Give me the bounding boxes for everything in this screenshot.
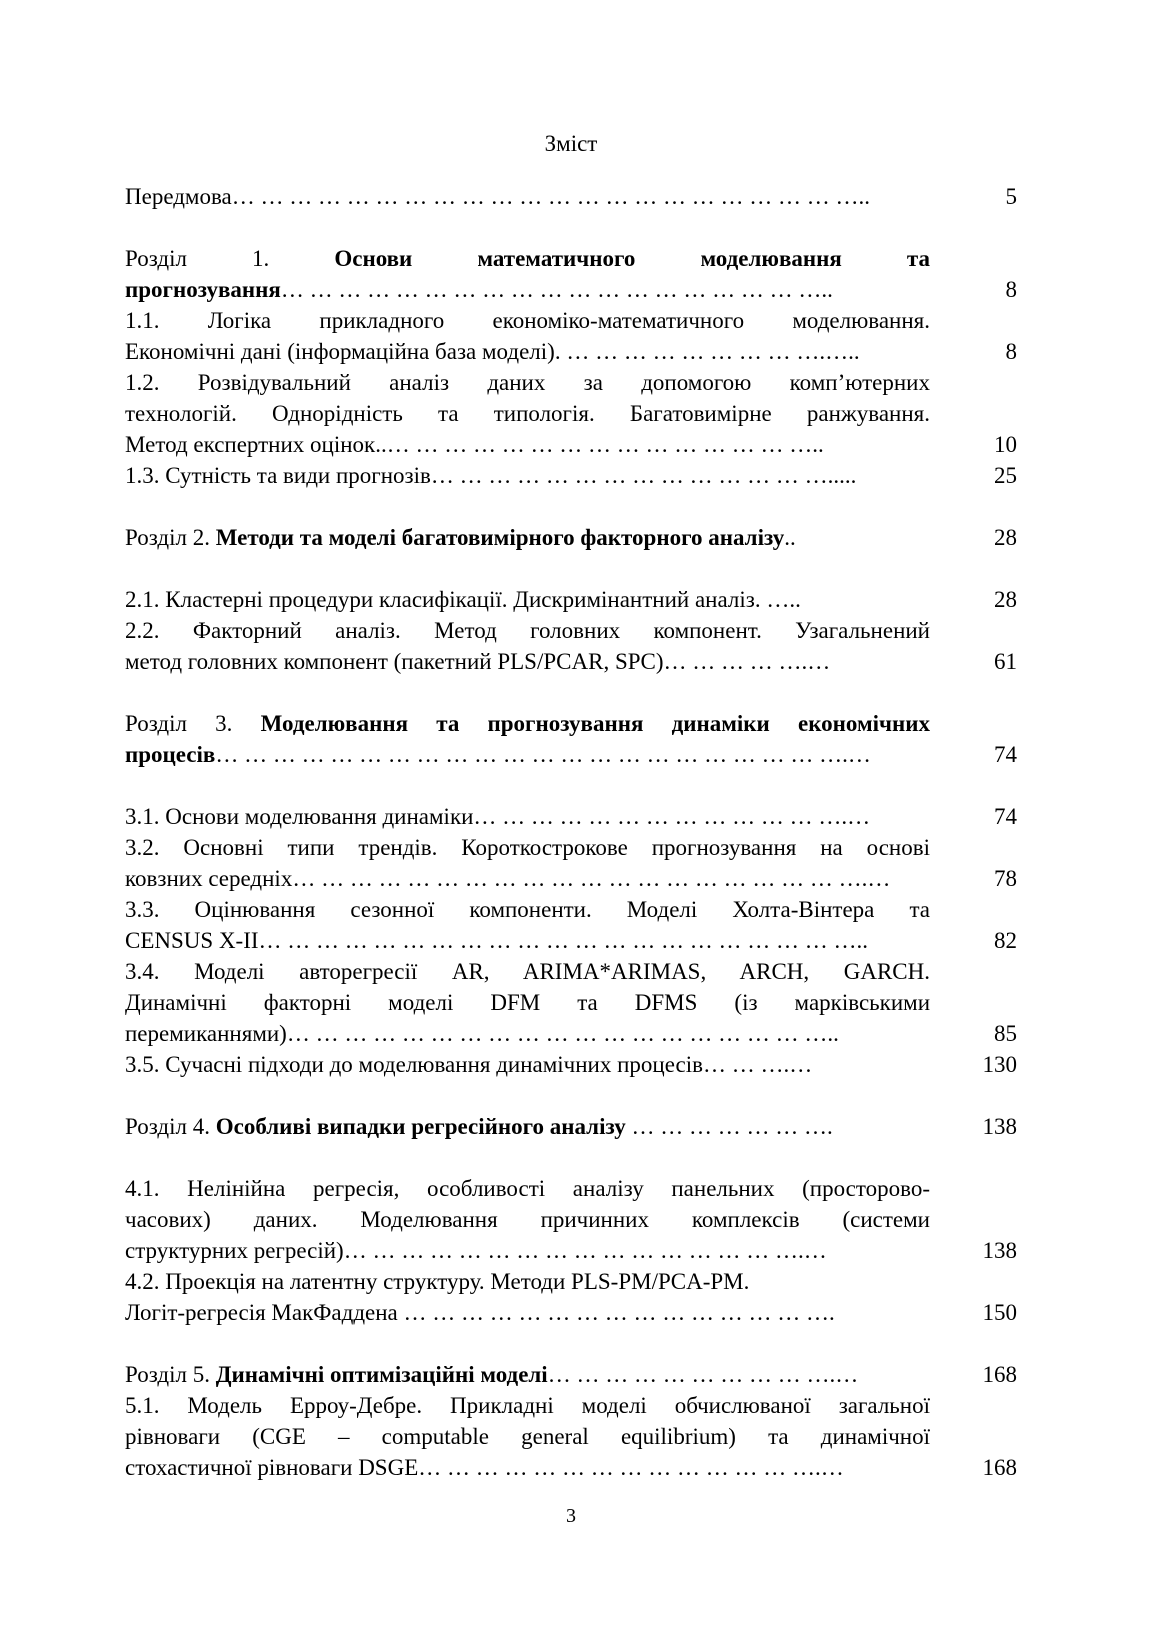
toc-entry-line xyxy=(125,305,930,336)
toc-entry-line xyxy=(125,615,930,646)
toc-entry-text-segment: 4.2. Проекція на латентну структуру. Методи PLS-PM/PCA-PM. xyxy=(125,1269,750,1294)
toc-entry-line xyxy=(125,398,930,429)
toc-entry-text-segment: технологій. Однорідність та типологія. Багатовимірне ранжування. xyxy=(125,401,930,426)
toc-entry-text xyxy=(125,708,930,770)
toc-entry-page-number: 5 xyxy=(1005,184,1017,209)
toc-entry xyxy=(125,801,1017,832)
toc-entry-text xyxy=(125,181,930,212)
toc-entry-chapter-title: Моделювання та прогнозування динаміки економічних xyxy=(260,711,930,736)
toc-entry-page-number: 8 xyxy=(1005,277,1017,302)
toc-entry-text xyxy=(125,1390,930,1483)
toc-entry-text xyxy=(125,305,930,367)
toc-entry-page-number: 78 xyxy=(994,866,1017,891)
toc-entry-text-segment: ковзних середніх… … … … … … … … … … … … … … … … … … … ….… xyxy=(125,866,891,891)
toc-entry-line xyxy=(125,336,930,367)
toc-entry-page-number: 168 xyxy=(982,1455,1017,1480)
toc-entry xyxy=(125,181,1017,212)
toc-entry xyxy=(125,584,1017,615)
toc-entry-line xyxy=(125,1204,930,1235)
toc-entry-page-number: 138 xyxy=(982,1238,1017,1263)
toc-entry-text-segment: … … … … … … … … … … … … … … … … … … … … … ….… xyxy=(215,742,871,767)
toc-entry-page-number: 74 xyxy=(994,742,1017,767)
toc-entry xyxy=(125,1359,1017,1390)
toc-entry-line xyxy=(125,522,930,553)
toc-entry-chapter-title: Основи математичного моделювання та xyxy=(334,246,930,271)
toc-entry-text-segment: метод головних компонент (пакетний PLS/PCAR, SPC)… … … … ….… xyxy=(125,649,831,674)
footer-page-number: 3 xyxy=(566,1505,576,1527)
toc-entry-text xyxy=(125,460,930,491)
toc-entry-chapter-title: прогнозування xyxy=(125,277,281,302)
toc-entry-line xyxy=(125,801,930,832)
toc-entry-text-segment: перемиканнями)… … … … … … … … … … … … … … … … … … ….. xyxy=(125,1021,839,1046)
toc-entry-text-segment: CENSUS X-II… … … … … … … … … … … … … … … … … … … … ….. xyxy=(125,928,869,953)
toc-entry-line xyxy=(125,429,930,460)
toc-entry-page-number: 25 xyxy=(994,463,1017,488)
toc-entry-line xyxy=(125,274,930,305)
toc-entry-text xyxy=(125,832,930,894)
toc-entry-text-segment: 3.2. Основні типи трендів. Короткострокове прогнозування на основі xyxy=(125,835,930,860)
toc-entry xyxy=(125,956,1017,1049)
toc-entry xyxy=(125,1111,1017,1142)
toc-entry-text-segment: Розділ 2. xyxy=(125,525,216,550)
toc-entry-chapter-title: процесів xyxy=(125,742,216,767)
toc-entry-text-segment: Розділ 1. xyxy=(125,246,335,271)
toc-entry-line xyxy=(125,1390,930,1421)
toc-entry xyxy=(125,708,1017,770)
toc-entry-line xyxy=(125,584,930,615)
toc-entry-page-number: 61 xyxy=(994,649,1017,674)
toc-entry-text-segment: Метод експертних оцінок..… … … … … … … … … … … … … … ….. xyxy=(125,432,824,457)
toc-entry-page-number: 10 xyxy=(994,432,1017,457)
toc-entry xyxy=(125,367,1017,460)
toc-entry-text xyxy=(125,801,930,832)
toc-entry xyxy=(125,615,1017,677)
toc-entry-line xyxy=(125,1359,930,1390)
toc-entry-text-segment: 1.2. Розвідувальний аналіз даних за допомогою комп’ютерних xyxy=(125,370,930,395)
toc-entry xyxy=(125,1173,1017,1266)
toc-entry xyxy=(125,522,1017,553)
toc-entry xyxy=(125,1049,1017,1080)
toc-entry-line xyxy=(125,646,930,677)
toc-entry-page-number: 85 xyxy=(994,1021,1017,1046)
toc-entry-text-segment: 5.1. Модель Ерроу-Дебре. Прикладні моделі обчислюваної загальної xyxy=(125,1393,930,1418)
toc-entry xyxy=(125,894,1017,956)
toc-entry-text-segment: 2.2. Факторний аналіз. Метод головних компонент. Узагальнений xyxy=(125,618,930,643)
toc-entry-text xyxy=(125,522,930,553)
toc-entry-line xyxy=(125,739,930,770)
toc-entry-text xyxy=(125,1049,930,1080)
toc-entry-page-number: 28 xyxy=(994,525,1017,550)
toc-entry xyxy=(125,1266,1017,1328)
toc-entry-text-segment: 3.4. Моделі авторегресії AR, ARIMA*ARIMAS, ARCH, GARCH. xyxy=(125,959,930,984)
toc-entry-text-segment: … … … … … … … … … ….… xyxy=(547,1362,859,1387)
toc-entry-text xyxy=(125,584,930,615)
toc-entry-chapter-title: Методи та моделі багатовимірного факторного аналізу xyxy=(215,525,785,550)
toc-entry-line xyxy=(125,1049,930,1080)
toc-entry-text-segment: 1.1. Логіка прикладного економіко-математичного моделювання. xyxy=(125,308,930,333)
toc-entry-text xyxy=(125,956,930,1049)
toc-entry-page-number: 168 xyxy=(982,1362,1017,1387)
toc-entry-line xyxy=(125,243,930,274)
toc-entry-line xyxy=(125,460,930,491)
toc-entry xyxy=(125,1390,1017,1483)
toc-entry-text-segment: стохастичної рівноваги DSGE… … … … … … … … … … … … … ….… xyxy=(125,1455,844,1480)
toc-entry xyxy=(125,243,1017,305)
toc-entry-line xyxy=(125,1235,930,1266)
toc-entry-text xyxy=(125,615,930,677)
toc-entry-text xyxy=(125,367,930,460)
toc-entry-text xyxy=(125,1111,930,1142)
toc-entry-text-segment: рівноваги (CGE – computable general equilibrium) та динамічної xyxy=(125,1424,930,1449)
toc-entry-text-segment: 1.3. Сутність та види прогнозів… … … … … … … … … … … … … …..... xyxy=(125,463,857,488)
toc-entry-text-segment: 4.1. Нелінійна регресія, особливості аналізу панельних (просторово- xyxy=(125,1176,930,1201)
toc-entry-text xyxy=(125,1173,930,1266)
toc-entry xyxy=(125,460,1017,491)
toc-entry-line xyxy=(125,367,930,398)
toc-list xyxy=(125,181,1017,1483)
toc-entry-line xyxy=(125,1018,930,1049)
page-title: Зміст xyxy=(544,131,598,156)
toc-entry-text xyxy=(125,243,930,305)
toc-entry-page-number: 82 xyxy=(994,928,1017,953)
toc-entry-line xyxy=(125,181,930,212)
toc-entry-text-segment: Розділ 5. xyxy=(125,1362,216,1387)
toc-entry-page-number: 150 xyxy=(982,1300,1017,1325)
toc-entry-text-segment: Логіт-регресія МакФаддена … … … … … … … … … … … … … … …. xyxy=(125,1300,835,1325)
toc-entry xyxy=(125,832,1017,894)
toc-entry-line xyxy=(125,1452,930,1483)
toc-entry-line xyxy=(125,1173,930,1204)
toc-entry-line xyxy=(125,708,930,739)
toc-entry-text-segment: Розділ 3. xyxy=(125,711,261,736)
toc-entry-line xyxy=(125,956,930,987)
toc-entry-page-number: 130 xyxy=(982,1052,1017,1077)
toc-entry-text-segment: 3.3. Оцінювання сезонної компоненти. Моделі Холта-Вінтера та xyxy=(125,897,930,922)
toc-entry-text-segment: … … … … … … …. xyxy=(625,1114,833,1139)
toc-entry-page-number: 8 xyxy=(1005,339,1017,364)
toc-entry-line xyxy=(125,832,930,863)
toc-entry-text xyxy=(125,894,930,956)
toc-entry-line xyxy=(125,1266,930,1297)
toc-entry-page-number: 74 xyxy=(994,804,1017,829)
toc-entry-chapter-title: Динамічні оптимізаційні моделі xyxy=(215,1362,548,1387)
toc-entry-line xyxy=(125,925,930,956)
toc-entry-page-number: 28 xyxy=(994,587,1017,612)
toc-entry-line xyxy=(125,1421,930,1452)
toc-entry-page-number: 138 xyxy=(982,1114,1017,1139)
toc-entry-text-segment: 2.1. Кластерні процедури класифікації. Дискримінантний аналіз. ….. xyxy=(125,587,801,612)
toc-entry-line xyxy=(125,987,930,1018)
toc-entry-text-segment: … … … … … … … … … … … … … … … … … … ….. xyxy=(280,277,833,302)
toc-entry-text-segment: 3.5. Сучасні підходи до моделювання динамічних процесів… … ….… xyxy=(125,1052,813,1077)
toc-entry-text xyxy=(125,1266,930,1328)
toc-entry-line xyxy=(125,894,930,925)
toc-entry-text-segment: часових) даних. Моделювання причинних комплексів (системи xyxy=(125,1207,930,1232)
toc-entry-text-segment: Розділ 4. xyxy=(125,1114,216,1139)
toc-entry-text-segment: Економічні дані (інформаційна база моделі). … … … … … … … … ….….. xyxy=(125,339,860,364)
toc-entry-line xyxy=(125,863,930,894)
toc-entry-text-segment: структурних регресій)… … … … … … … … … … … … … … … ….… xyxy=(125,1238,827,1263)
toc-entry-text-segment: Динамічні факторні моделі DFM та DFMS (із марківськими xyxy=(125,990,930,1015)
toc-entry xyxy=(125,305,1017,367)
toc-entry-text xyxy=(125,1359,930,1390)
toc-entry-line xyxy=(125,1297,930,1328)
toc-entry-line xyxy=(125,1111,930,1142)
toc-entry-chapter-title: Особливі випадки регресійного аналізу xyxy=(215,1114,626,1139)
toc-entry-text-segment: Передмова… … … … … … … … … … … … … … … … … … … … … ….. xyxy=(125,184,870,209)
toc-entry-text-segment: .. xyxy=(784,525,796,550)
toc-entry-text-segment: 3.1. Основи моделювання динаміки… … … … … … … … … … … … ….… xyxy=(125,804,871,829)
